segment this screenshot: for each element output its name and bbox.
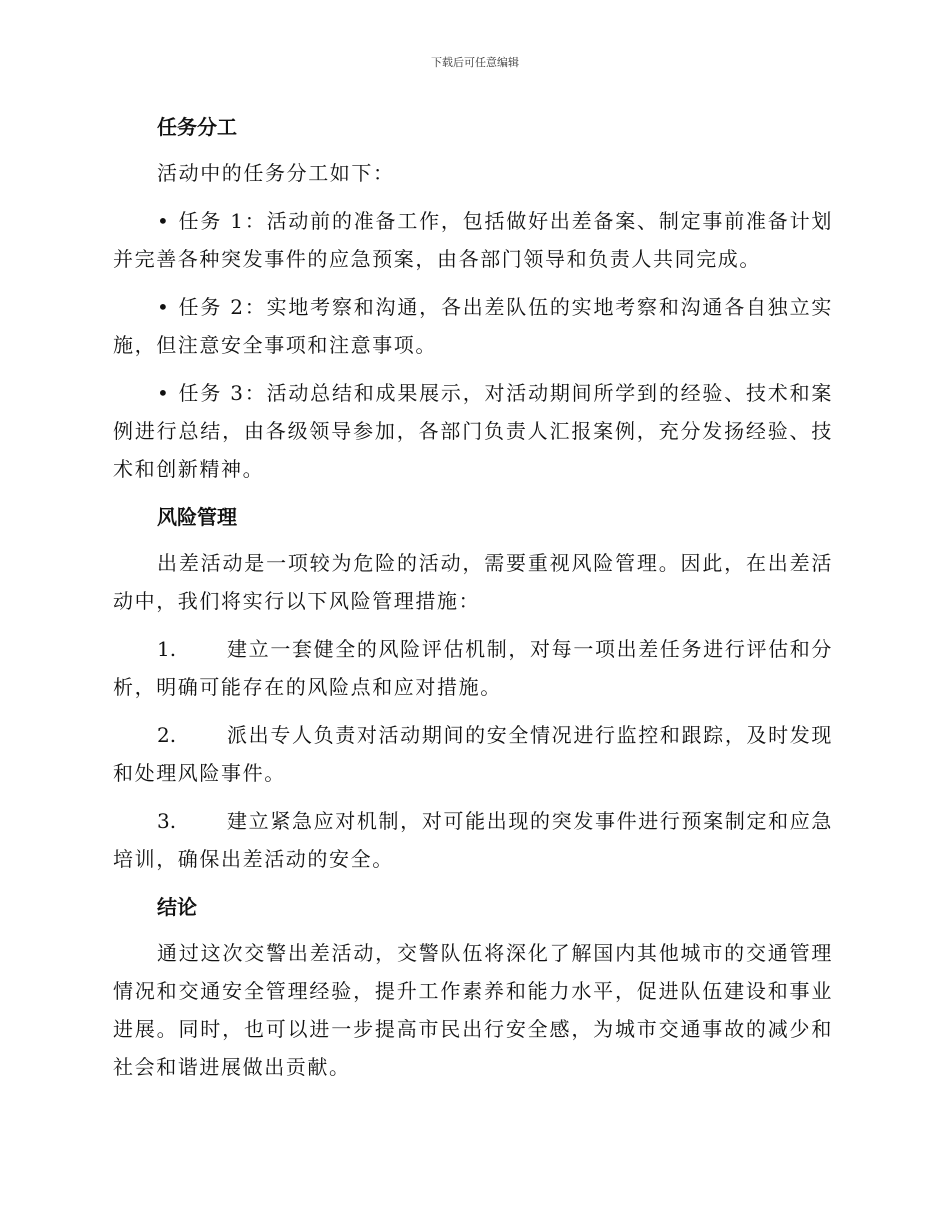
risk-item-text: 派出专人负责对活动期间的安全情况进行监控和跟踪，及时发现和处理风险事件。 [113,723,833,785]
risk-item-text: 建立紧急应对机制，对可能出现的突发事件进行预案制定和应急培训，确保出差活动的安全。 [113,809,833,871]
section-heading-risk: 风险管理 [157,505,237,529]
tasks-intro: 活动中的任务分工如下： [157,161,395,185]
risk-item-3 [113,802,833,878]
section-heading-conclusion: 结论 [157,895,197,919]
risk-intro: 出差活动是一项较为危险的活动，需要重视风险管理。因此，在出差活动中，我们将实行以下风险管理措施： [113,551,833,613]
document-body [113,108,833,1086]
risk-item-text: 建立一套健全的风险评估机制，对每一项出差任务进行评估和分析，明确可能存在的风险点和应对措施。 [113,637,833,699]
section-heading-tasks: 任务分工 [157,115,237,139]
risk-item-number: 3. [157,809,177,833]
risk-item-2 [113,716,833,792]
task-item-3: • 任务 3：活动总结和成果展示，对活动期间所学到的经验、技术和案例进行总结，由各级领导参加，各部门负责人汇报案例，充分发扬经验、技术和创新精神。 [113,381,833,481]
task-item-1: • 任务 1：活动前的准备工作，包括做好出差备案、制定事前准备计划并完善各种突发事件的应急预案，由各部门领导和负责人共同完成。 [113,209,833,271]
task-item-2: • 任务 2：实地考察和沟通，各出差队伍的实地考察和沟通各自独立实施，但注意安全事项和注意事项。 [113,295,833,357]
risk-item-1 [113,630,833,706]
risk-item-number: 2. [157,723,177,747]
risk-item-number: 1. [157,637,177,661]
conclusion-text: 通过这次交警出差活动，交警队伍将深化了解国内其他城市的交通管理情况和交通安全管理经验，提升工作素养和能力水平，促进队伍建设和事业进展。同时，也可以进一步提高市民出行安全感，为城市交通事故的减少和社会和谐进展做出贡献。 [113,941,833,1079]
page-header: 下载后可任意编辑 [431,56,519,69]
